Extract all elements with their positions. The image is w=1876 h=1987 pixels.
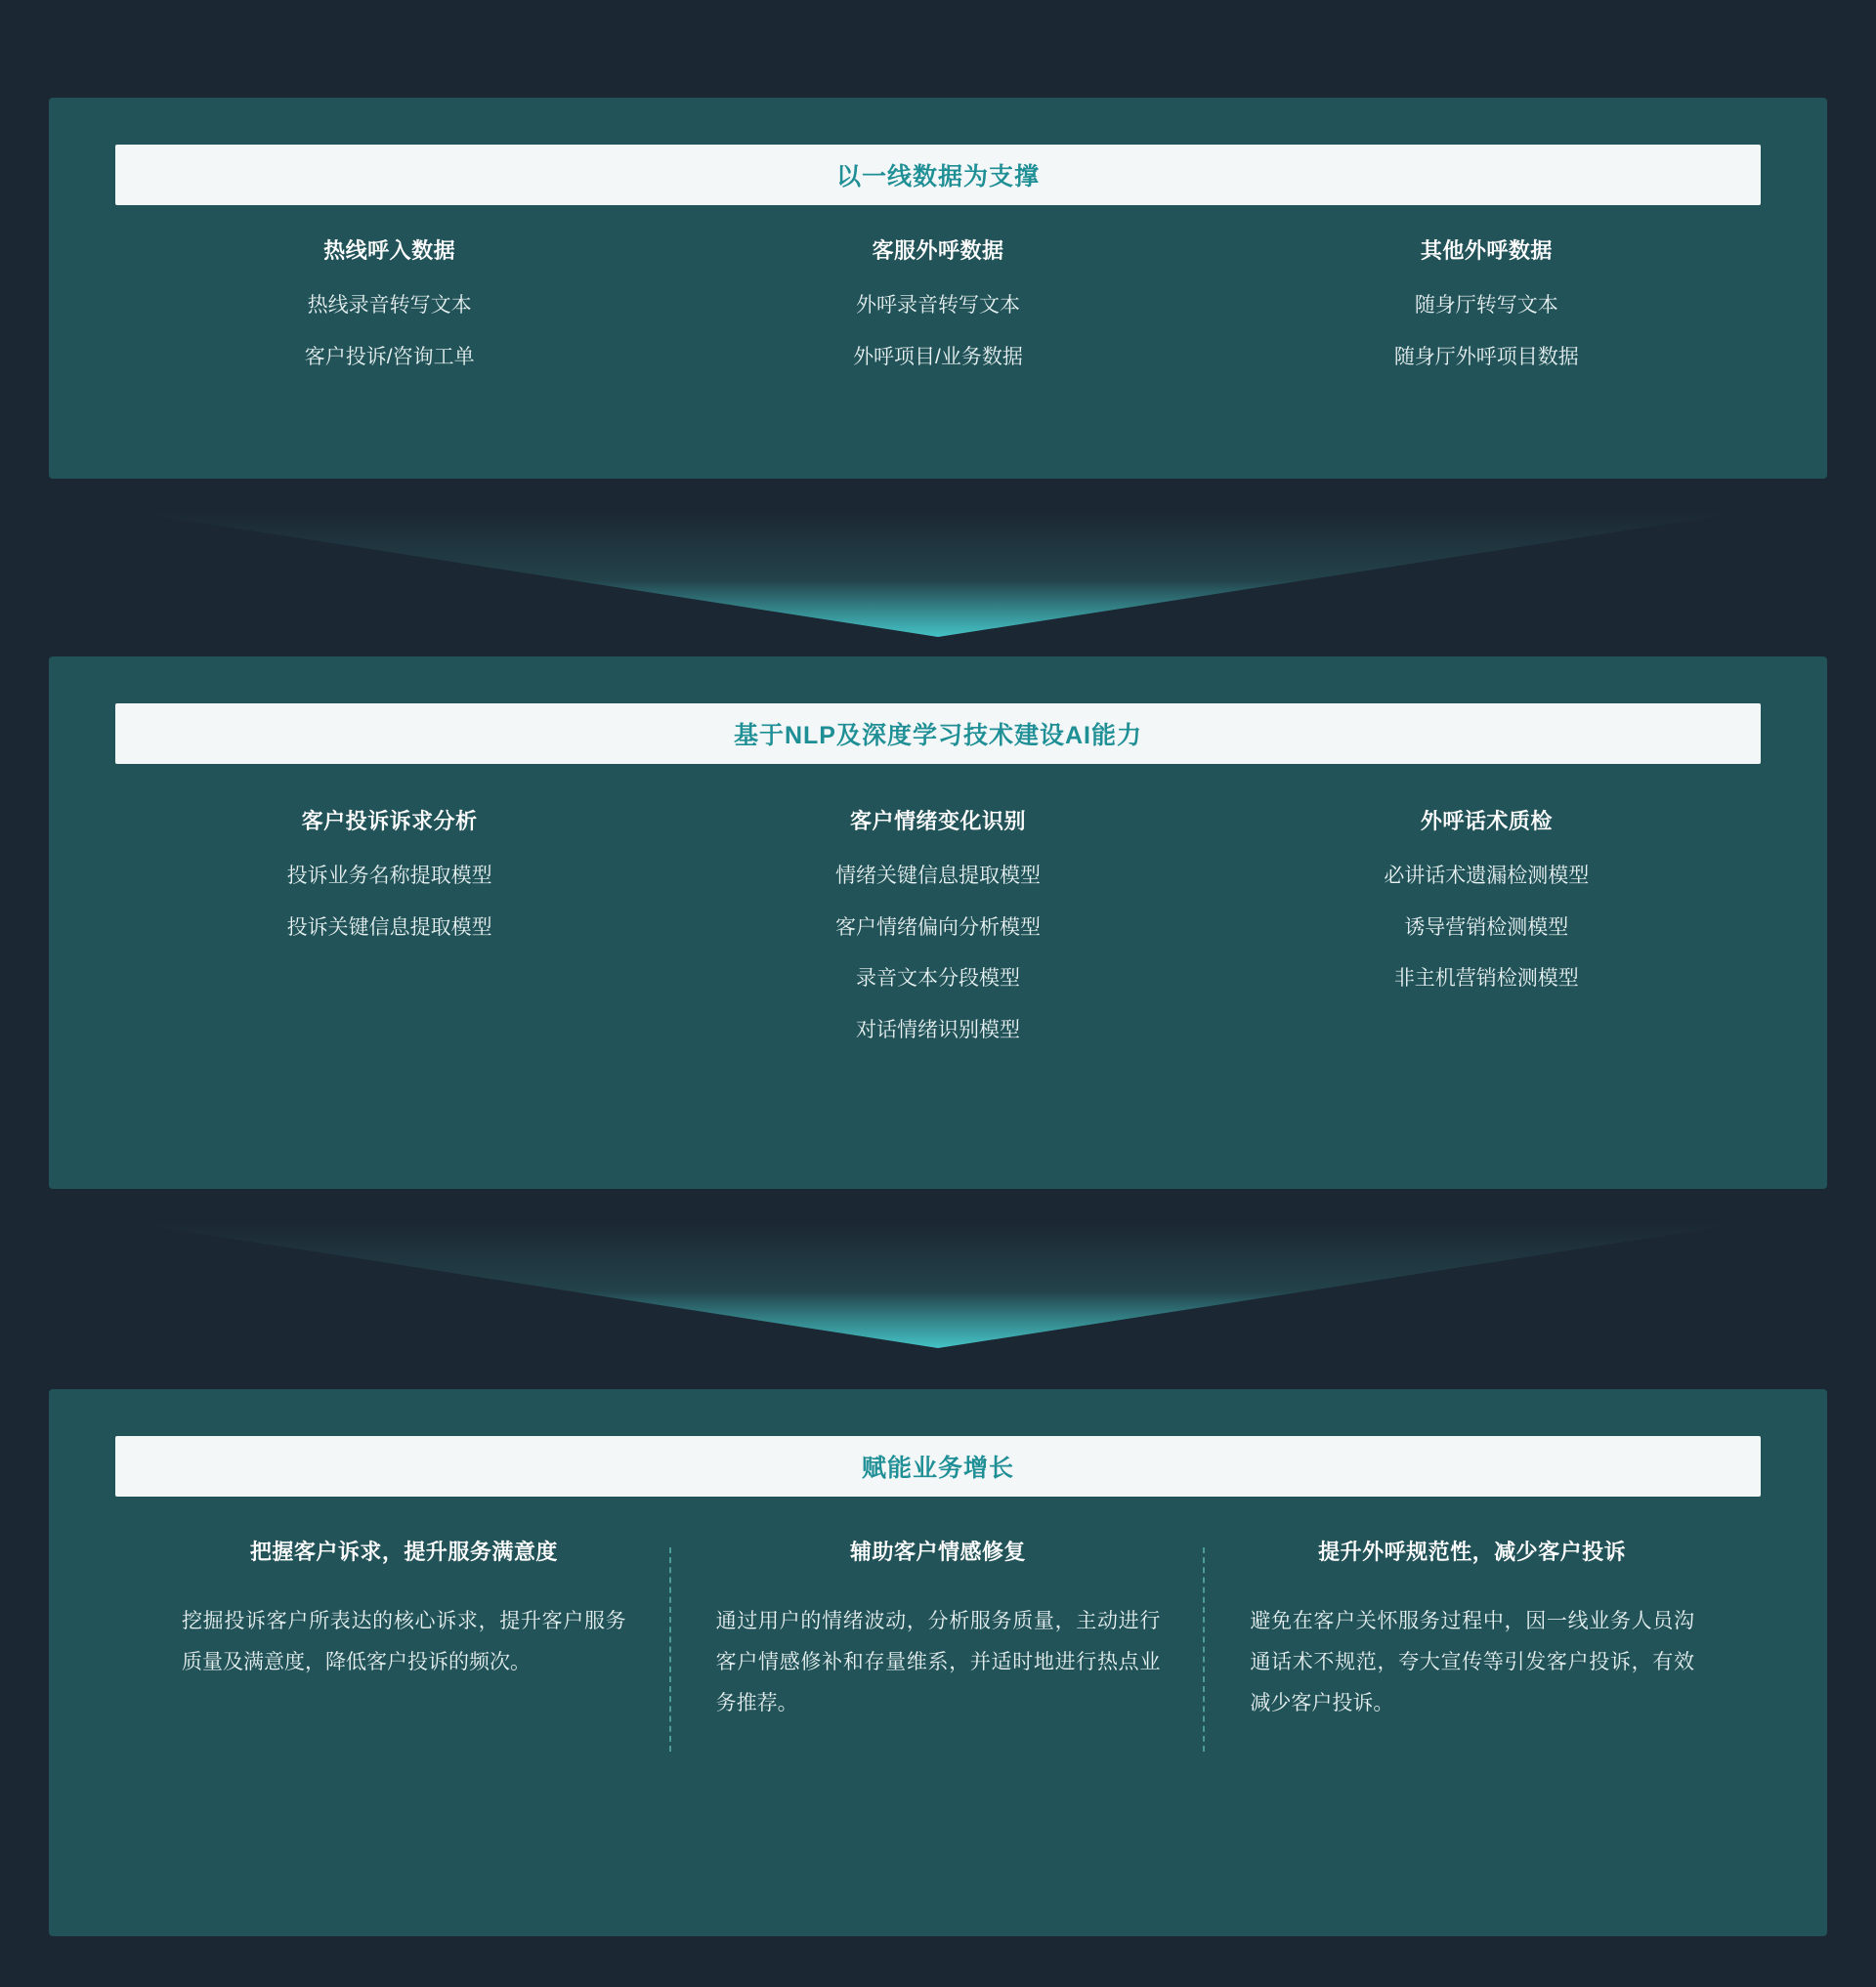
column-group [115,234,1761,393]
column-item: 客户投诉/咨询工单 [304,345,475,368]
page-title: 以一线数据为支撑 [835,163,1040,190]
column-heading: 其他外呼数据 [1420,238,1553,263]
column-item: 投诉业务名称提取模型 [286,865,492,887]
column-heading: 外呼话术质检 [1420,809,1553,833]
column-body: 避免在客户关怀服务过程中，因一线业务人员沟通话术不规范，夸大宣传等引发客户投诉，有效减少客户投诉。 [1250,1610,1695,1714]
column-item: 随身厅转写文本 [1414,294,1558,317]
column-satisfaction [137,1536,671,1724]
panel-data-foundation [49,98,1827,479]
column-item: 外呼录音转写文本 [855,294,1020,317]
column-heading: 提升外呼规范性，减少客户投诉 [1318,1540,1627,1564]
panel-title-bar [115,703,1761,764]
column-group [137,1536,1739,1724]
column-body: 通过用户的情绪波动，分析服务质量，主动进行客户情感修补和存量维系，并适时地进行热点业务推荐。 [715,1610,1161,1714]
column-item: 录音文本分段模型 [855,967,1020,991]
column-item: 诱导营销检测模型 [1404,915,1569,939]
column-item: 热线录音转写文本 [307,294,472,317]
page-title: 赋能业务增长 [861,1455,1014,1482]
column-item: 客户情绪偏向分析模型 [834,915,1041,939]
column-item: 必讲话术遗漏检测模型 [1384,865,1590,887]
column-heading: 把握客户诉求，提升服务满意度 [249,1540,558,1564]
column-item: 外呼项目/业务数据 [853,345,1023,368]
column-hotline-inbound [115,234,663,393]
column-item: 对话情绪识别模型 [855,1018,1020,1041]
column-other-outbound [1213,234,1761,393]
panel-business-growth [49,1389,1827,1936]
column-body: 挖掘投诉客户所表达的核心诉求，提升客户服务质量及满意度，降低客户投诉的频次。 [182,1610,626,1673]
page-title: 基于NLP及深度学习技术建设AI能力 [733,722,1142,749]
panel-title-bar [115,145,1761,205]
column-emotion-repair [671,1536,1206,1724]
column-heading: 客户情绪变化识别 [849,809,1026,833]
panel-ai-capability [49,656,1827,1189]
column-heading: 客户投诉诉求分析 [301,809,478,833]
column-emotion-recognition [663,805,1212,1066]
column-heading: 辅助客户情感修复 [850,1540,1027,1564]
flow-arrow-2-icon [117,1221,1759,1348]
column-service-outbound [663,234,1212,393]
column-compliance [1205,1536,1739,1724]
panel-title-bar [115,1436,1761,1497]
column-group [115,805,1761,1066]
column-heading: 热线呼入数据 [323,238,456,263]
column-item: 投诉关键信息提取模型 [286,915,492,939]
column-item: 非主机营销检测模型 [1393,967,1579,991]
flow-arrow-1-icon [117,510,1759,637]
column-complaint-analysis [115,805,663,1066]
column-outbound-qc [1213,805,1761,1066]
column-item: 随身厅外呼项目数据 [1393,345,1579,368]
column-heading: 客服外呼数据 [872,238,1004,263]
column-item: 情绪关键信息提取模型 [834,865,1041,887]
